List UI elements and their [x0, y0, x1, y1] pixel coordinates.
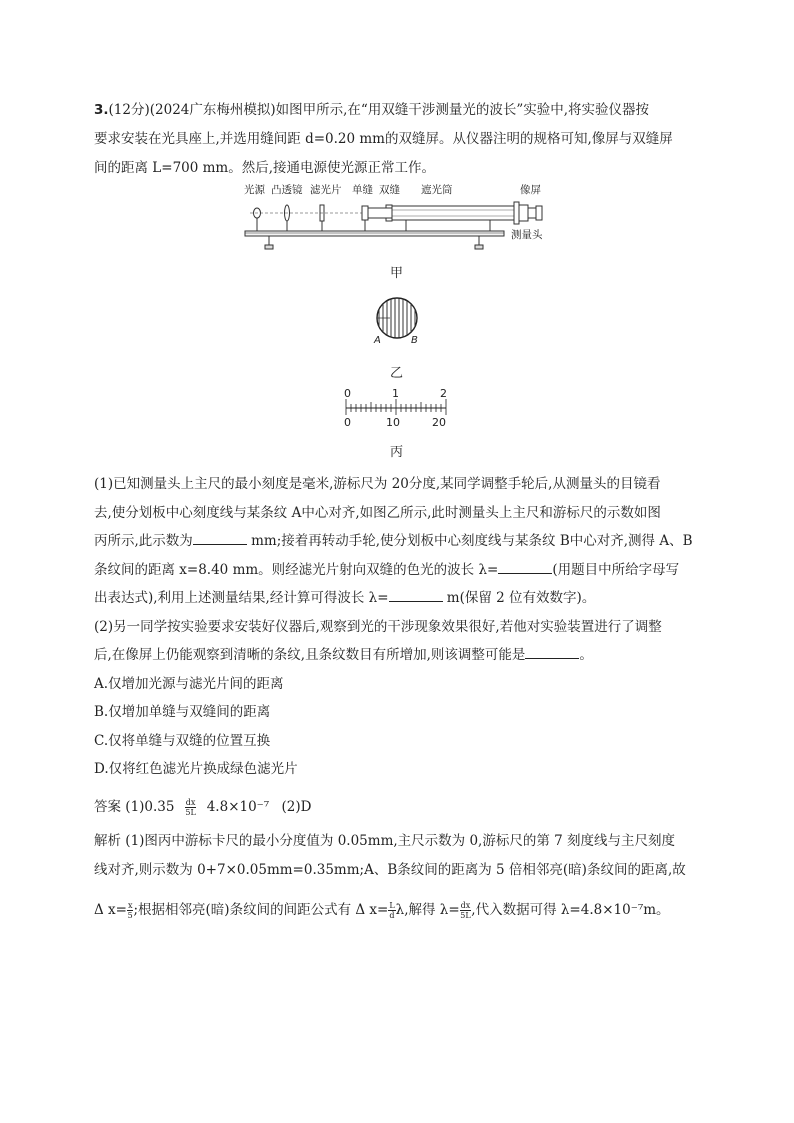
- point-b-label: B: [411, 335, 418, 346]
- answer-blank-reading[interactable]: [193, 532, 247, 545]
- part1-line-4: [94, 561, 679, 579]
- answer-blank-wavelength-expression[interactable]: [498, 561, 552, 574]
- answer-line: [94, 796, 311, 818]
- figure-vernier-scale: [340, 386, 455, 432]
- part2-line-2-a: 后,在像屏上仍能观察到清晰的条纹,且条纹数目有所增加,则该调整可能是: [94, 647, 526, 663]
- part2-line-2: [94, 646, 593, 664]
- label-measuring-head: 测量头: [511, 229, 543, 241]
- analysis-line-3: Δ x= $\frac{x}{5}$ ;根据相邻亮(暗)条纹间的间距公式有 Δ x= $\frac{L}{d}$ λ,解得 λ= $\frac{dx}{5L}$ ,代入数据可得 λ=4.8×10⁻⁷m。: [94, 901, 670, 920]
- main-scale-label-2: 2: [440, 387, 447, 400]
- label-light-shield-tube: 遮光筒: [421, 184, 453, 196]
- figure-yi-caption: 乙: [390, 366, 404, 381]
- figure-bing-caption: 丙: [390, 445, 404, 460]
- option-b[interactable]: B.仅增加单缝与双缝间的距离: [94, 704, 271, 720]
- part1-line-4-a: 条纹间的距离 x=8.40 mm。则经滤光片射向双缝的色光的波长 λ=: [94, 562, 499, 578]
- vernier-label-0: 0: [344, 416, 351, 429]
- question-line-1: [94, 101, 649, 119]
- part1-line-1: (1)已知测量头上主尺的最小刻度是毫米,游标尺为 20分度,某同学调整手轮后,从测量头的目镜看: [94, 476, 661, 492]
- label-filter: 滤光片: [310, 184, 342, 196]
- part2-line-1: (2)另一同学按实验要求安装好仪器后,观察到光的干涉现象效果很好,若他对实验装置进行了调整: [94, 619, 662, 635]
- figure-fringe-view: [368, 292, 428, 352]
- vernier-label-20: 20: [432, 416, 446, 429]
- part1-line-3-a: 丙所示,此示数为: [94, 533, 193, 549]
- label-double-slit: 双缝: [379, 184, 400, 196]
- fraction-x-over-5: $\frac{x}{5}$: [127, 901, 133, 920]
- fraction-dx-over-5l: $\frac{dx}{5L}$: [460, 901, 471, 920]
- part1-line-5: [94, 589, 595, 607]
- answer-part2: (2)D: [281, 799, 312, 815]
- answer-fraction: $\frac{dx}{5L}$: [185, 798, 196, 817]
- fraction-l-over-d: $\frac{L}{d}$: [389, 901, 395, 920]
- question-line-3: 间的距离 L=700 mm。然后,接通电源使光源正常工作。: [94, 160, 436, 176]
- option-d[interactable]: D.仅将红色滤光片换成绿色滤光片: [94, 761, 298, 777]
- analysis-line-2: 线对齐,则示数为 0+7×0.05mm=0.35mm;A、B条纹间的距离为 5 倍相邻亮(暗)条纹间的距离,故: [94, 862, 686, 878]
- analysis-text-1: (1)图丙中游标卡尺的最小分度值为 0.05mm,主尺示数为 0,游标尺的第 7 刻度线与主尺刻度: [125, 833, 676, 849]
- question-points: (12分): [108, 102, 150, 118]
- answer-blank-wavelength-value[interactable]: [389, 589, 443, 602]
- part1-line-3-b: mm;接着再转动手轮,使分划板中心刻度线与某条纹 B中心对齐,测得 A、B: [246, 533, 693, 549]
- part1-line-5-b: m(保留 2 位有效数字)。: [442, 590, 596, 606]
- label-convex-lens: 凸透镜: [271, 184, 303, 196]
- question-line-2: 要求安装在光具座上,并选用缝间距 d=0.20 mm的双缝屏。从仪器注明的规格可知,像屏与双缝屏: [94, 131, 673, 147]
- label-light-source: 光源: [244, 184, 265, 196]
- label-single-slit: 单缝: [352, 184, 373, 196]
- answer-blank-choice[interactable]: [525, 646, 579, 659]
- part1-line-2: 去,使分划板中心刻度线与某条纹 A中心对齐,如图乙所示,此时测量头上主尺和游标尺的示数如图: [94, 505, 661, 521]
- vernier-label-10: 10: [386, 416, 400, 429]
- point-a-label: A: [374, 335, 381, 346]
- option-c[interactable]: C.仅将单缝与双缝的位置互换: [94, 733, 271, 749]
- question-text-1: (2024广东梅州模拟)如图甲所示,在“用双缝干涉测量光的波长”实验中,将实验仪器按: [149, 102, 650, 118]
- answer-part1: (1)0.35: [125, 799, 175, 815]
- option-a[interactable]: A.仅增加光源与滤光片间的距离: [94, 676, 284, 692]
- main-scale-label-0: 0: [344, 387, 351, 400]
- label-image-screen: 像屏: [520, 184, 541, 196]
- question-number: 3.: [94, 102, 109, 118]
- answer-label: 答案: [94, 799, 121, 815]
- figure-optical-bench: [240, 182, 560, 256]
- part1-line-3: [94, 532, 693, 550]
- answer-wavelength: 4.8×10⁻⁷: [206, 799, 270, 815]
- part1-line-5-a: 出表达式),利用上述测量结果,经计算可得波长 λ=: [94, 590, 389, 606]
- part1-line-4-b: (用题目中所给字母写: [552, 562, 680, 578]
- figure-jia-caption: 甲: [390, 266, 404, 281]
- main-scale-label-1: 1: [392, 387, 399, 400]
- part2-line-2-b: 。: [579, 647, 593, 663]
- analysis-label: 解析: [94, 833, 121, 849]
- analysis-line-1: [94, 832, 675, 850]
